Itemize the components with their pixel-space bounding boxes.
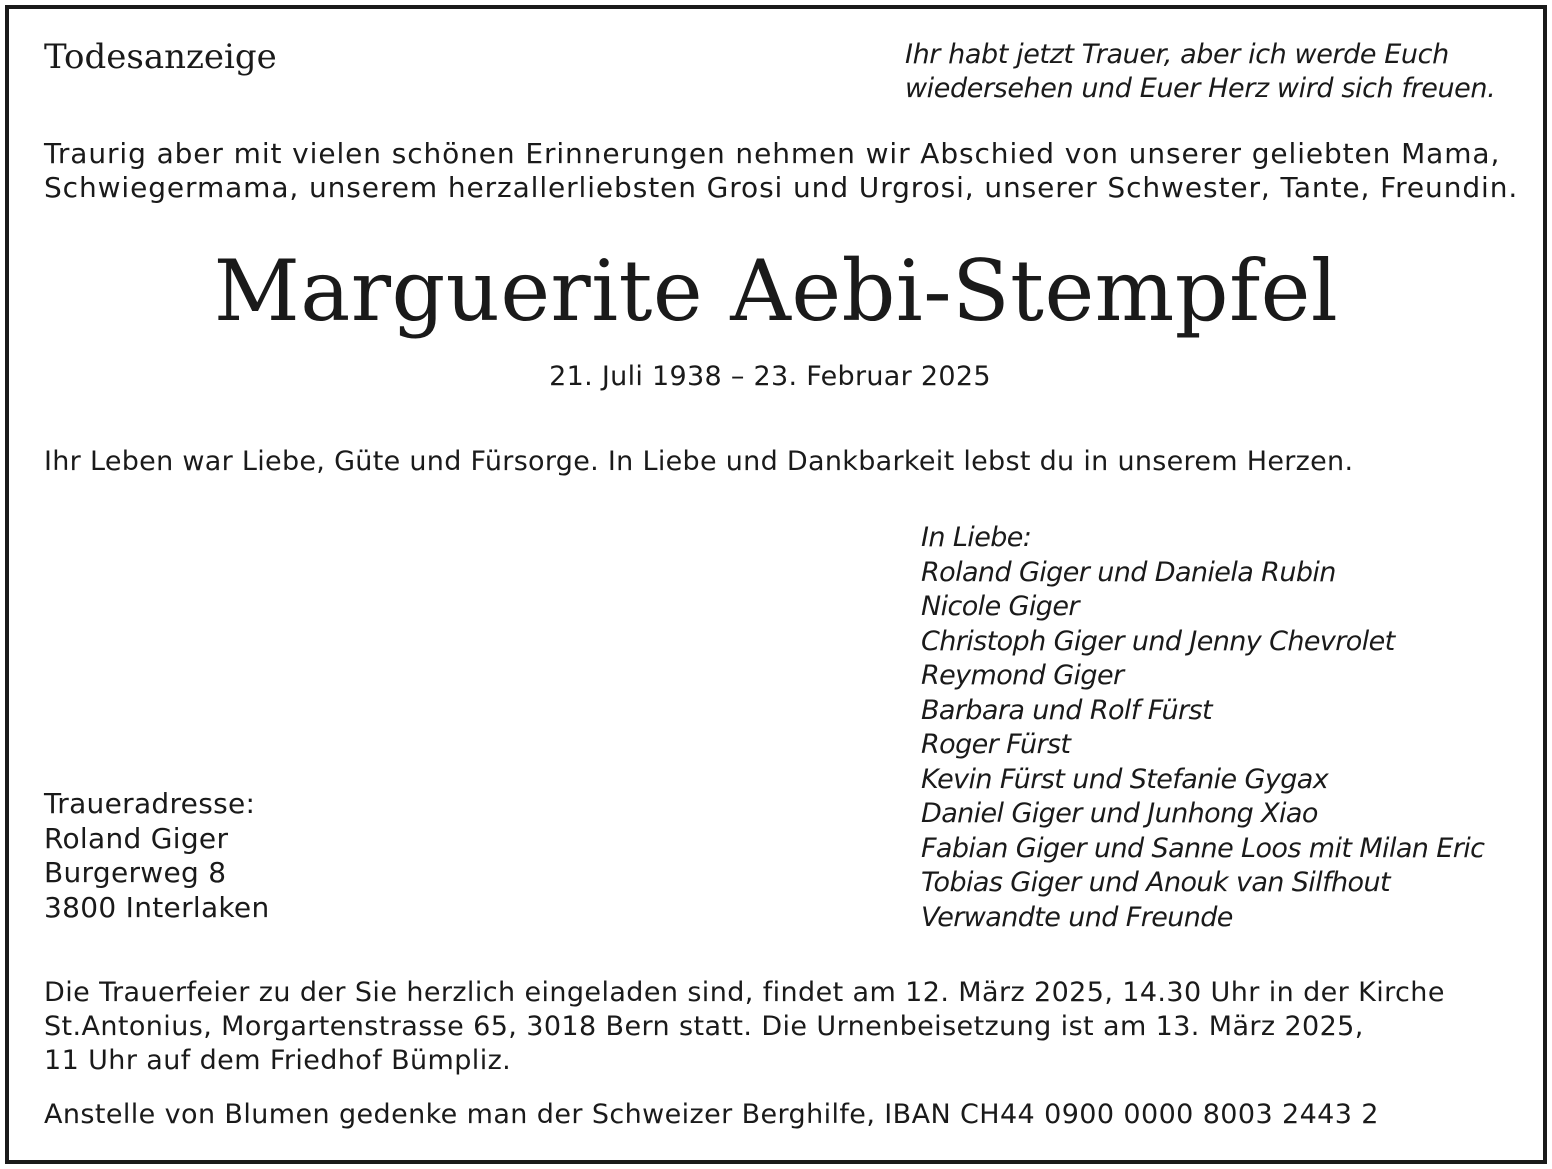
life-statement: Ihr Leben war Liebe, Güte und Fürsorge. In Liebe und Dankbarkeit lebst du in unserem Herzen.	[44, 446, 1354, 477]
mourner-name: Roland Giger und Daniela Rubin	[921, 556, 1336, 588]
intro-line: Traurig aber mit vielen schönen Erinnerungen nehmen wir Abschied von unserer geliebten Mama,	[44, 137, 1501, 170]
mourner-name: Barbara und Rolf Fürst	[921, 694, 1212, 726]
mourner-name: Nicole Giger	[921, 591, 1079, 622]
mourner-name: Fabian Giger und Sanne Loos mit Milan Eric	[921, 832, 1485, 864]
deceased-name: Marguerite Aebi-Stempfel	[213, 242, 1339, 340]
service-line: 11 Uhr auf dem Friedhof Bümpliz.	[44, 1045, 512, 1076]
mourner-name: Kevin Fürst und Stefanie Gygax	[921, 763, 1329, 795]
motto-quote	[905, 38, 1495, 106]
mourning-address	[44, 787, 270, 925]
address-name: Roland Giger	[44, 821, 229, 855]
mourner-name: Christoph Giger und Jenny Chevrolet	[921, 625, 1395, 657]
notice-heading: Todesanzeige	[44, 37, 277, 77]
mourner-name: Tobias Giger und Anouk van Silfhout	[921, 867, 1390, 898]
life-dates: 21. Juli 1938 – 23. Februar 2025	[549, 361, 991, 392]
mourners-intro: In Liebe:	[921, 522, 1032, 553]
address-street: Burgerweg 8	[44, 856, 227, 889]
motto-line: wiedersehen und Euer Herz wird sich freuen.	[905, 73, 1496, 104]
intro-text	[44, 137, 1518, 205]
address-label: Traueradresse:	[44, 787, 256, 820]
mourner-name: Reymond Giger	[921, 660, 1124, 691]
mourner-name: Roger Fürst	[921, 729, 1071, 760]
motto-line: Ihr habt jetzt Trauer, aber ich werde Euch	[905, 39, 1449, 70]
mourner-name: Daniel Giger und Junhong Xiao	[921, 798, 1318, 829]
service-line: St.Antonius, Morgartenstrasse 65, 3018 Bern statt. Die Urnenbeisetzung ist am 13. März 2025,	[44, 1011, 1364, 1042]
funeral-service-info	[44, 976, 1445, 1078]
donation-note: Anstelle von Blumen gedenke man der Schweizer Berghilfe, IBAN CH44 0900 0000 8003 2443 2	[44, 1099, 1379, 1130]
intro-line: Schwiegermama, unserem herzallerliebsten Grosi und Urgrosi, unserer Schwester, Tante, Freundin.	[44, 171, 1519, 204]
service-line: Die Trauerfeier zu der Sie herzlich eingeladen sind, findet am 12. März 2025, 14.30 Uhr in der Kirche	[44, 977, 1445, 1008]
mourner-name: Verwandte und Freunde	[921, 901, 1233, 933]
mourners-list	[921, 521, 1484, 935]
address-city: 3800 Interlaken	[44, 890, 270, 924]
